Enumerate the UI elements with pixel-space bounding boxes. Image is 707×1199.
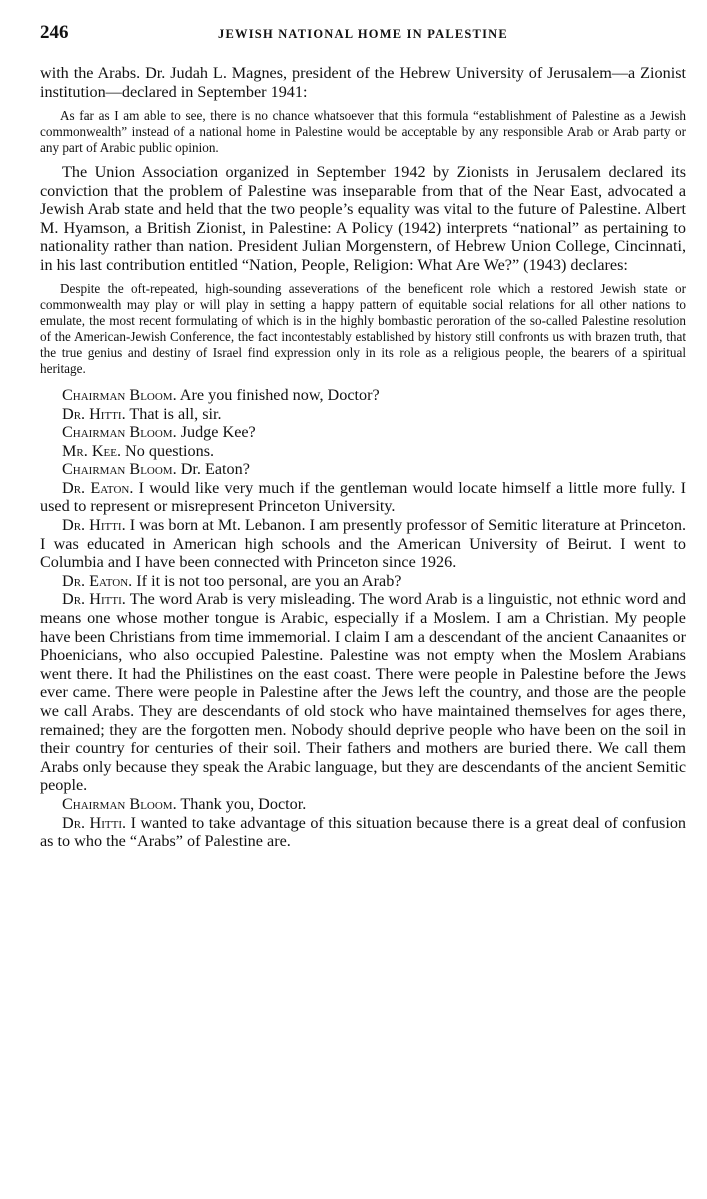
speech-text: I wanted to take advantage of this situation because there is a great deal of confusion as to who the “Arabs” of Palestine are. (40, 813, 687, 851)
page-number: 246 (40, 22, 69, 43)
speaker-name: Dr. Hitti. (62, 590, 126, 609)
speech-text: Dr. Eaton? (180, 460, 250, 479)
dialogue-line (40, 423, 686, 442)
dialogue-line (40, 386, 686, 405)
block-quote-morgenstern: Despite the oft-repeated, high-sounding asseverations of the beneficent role which a restored Jewish state or commonwealth may play or will play in setting a happy pattern of equitable social relations for all other nations to emulate, the most recent formulating of which is in the highly bombastic peroration of the so-called Palestine resolution of the American-Jewish Conference, the fact incontestably established by history still confronts us with brazen truth, that the true genius and destiny of Israel find expression only in its role as a religious people, the bearers of a spiritual heritage. (40, 281, 686, 376)
speech-text: The word Arab is very misleading. The word Arab is a linguistic, not ethnic word and means one whose mother tongue is Arabic, especially if a Moslem. I am a Christian. My people have been Christians from time immemorial. I claim I am a descendant of the ancient Canaanites or Phoenicians, who also occupied Palestine. Palestine was not empty when the Moslem Arabians went there. It had the Philistines on the east coast. There were people in Palestine before the Jews ever came. There were people in Palestine after the Jews left the country, and those are the people we call Arabs. They are descendants of old stock who have maintained themselves for ages there, remained; they are the forgotten men. Nobody should deprive people who have been on the soil in their country for centuries of their soil. Their fathers and mothers are buried there. We call them Arabs only because they speak the Arabic language, but they are descendants of the ancient Semitic people. (40, 590, 687, 795)
running-head: JEWISH NATIONAL HOME IN PALESTINE (218, 27, 508, 41)
dialogue-line (40, 479, 686, 516)
speech-text: No questions. (125, 441, 215, 460)
speech-text: That is all, sir. (129, 404, 222, 423)
dialogue-line (40, 442, 686, 461)
speaker-name: Dr. Eaton. (62, 571, 133, 590)
body-text (40, 64, 686, 851)
dialogue-line (40, 572, 686, 591)
page-header (40, 22, 686, 44)
speaker-name: Chairman Bloom. (62, 423, 177, 442)
speech-text: Judge Kee? (180, 423, 256, 442)
speaker-name: Chairman Bloom. (62, 460, 177, 479)
speech-text: Thank you, Doctor. (180, 794, 307, 813)
paragraph-union-association: The Union Association organized in September 1942 by Zionists in Jerusalem declared its conviction that the problem of Palestine was inseparable from that of the Near East, advocated a Jewish Arab state and held that the two people’s equality was vital to the future of Palestine. Albert M. Hyamson, a British Zionist, in Palestine: A Policy (1942) interprets “national” as pertaining to nationality rather than nation. President Julian Morgenstern, of Hebrew Union College, Cincinnati, in his last contribution entitled “Nation, People, Religion: What Are We?” (1943) declares: (40, 162, 686, 274)
block-quote-magnes: As far as I am able to see, there is no chance whatsoever that this formula “establishment of Palestine as a Jewish commonwealth” instead of a national home in Palestine would be acceptable by any responsible Arab or Arab party or any part of Arabic public opinion. (40, 108, 686, 155)
speaker-name: Chairman Bloom. (62, 794, 177, 813)
speaker-name: Dr. Hitti. (62, 516, 126, 535)
dialogue-line (40, 590, 686, 795)
dialogue-line (40, 405, 686, 424)
speech-text: I was born at Mt. Lebanon. I am presently professor of Semitic literature at Princeton. I was educated in American high schools and the American University of Beirut. I went to Columbia and I have been connected with Princeton since 1926. (40, 516, 687, 572)
dialogue-line (40, 516, 686, 572)
speaker-name: Dr. Hitti. (62, 404, 126, 423)
speech-text: I would like very much if the gentleman would locate himself a little more fully. I used to represent or misrepresent Princeton University. (40, 478, 686, 516)
dialogue-line (40, 795, 686, 814)
dialogue-line (40, 460, 686, 479)
speaker-name: Chairman Bloom. (62, 385, 177, 404)
speech-text: Are you finished now, Doctor? (179, 385, 380, 404)
dialogue-line (40, 814, 686, 851)
speech-text: If it is not too personal, are you an Arab? (136, 571, 402, 590)
speaker-name: Dr. Eaton. (62, 478, 134, 497)
speaker-name: Mr. Kee. (62, 441, 121, 460)
paragraph-magnes-intro: with the Arabs. Dr. Judah L. Magnes, president of the Hebrew University of Jerusalem—a Zionist institution—declared in September 1941: (40, 64, 686, 101)
speaker-name: Dr. Hitti. (62, 813, 127, 832)
